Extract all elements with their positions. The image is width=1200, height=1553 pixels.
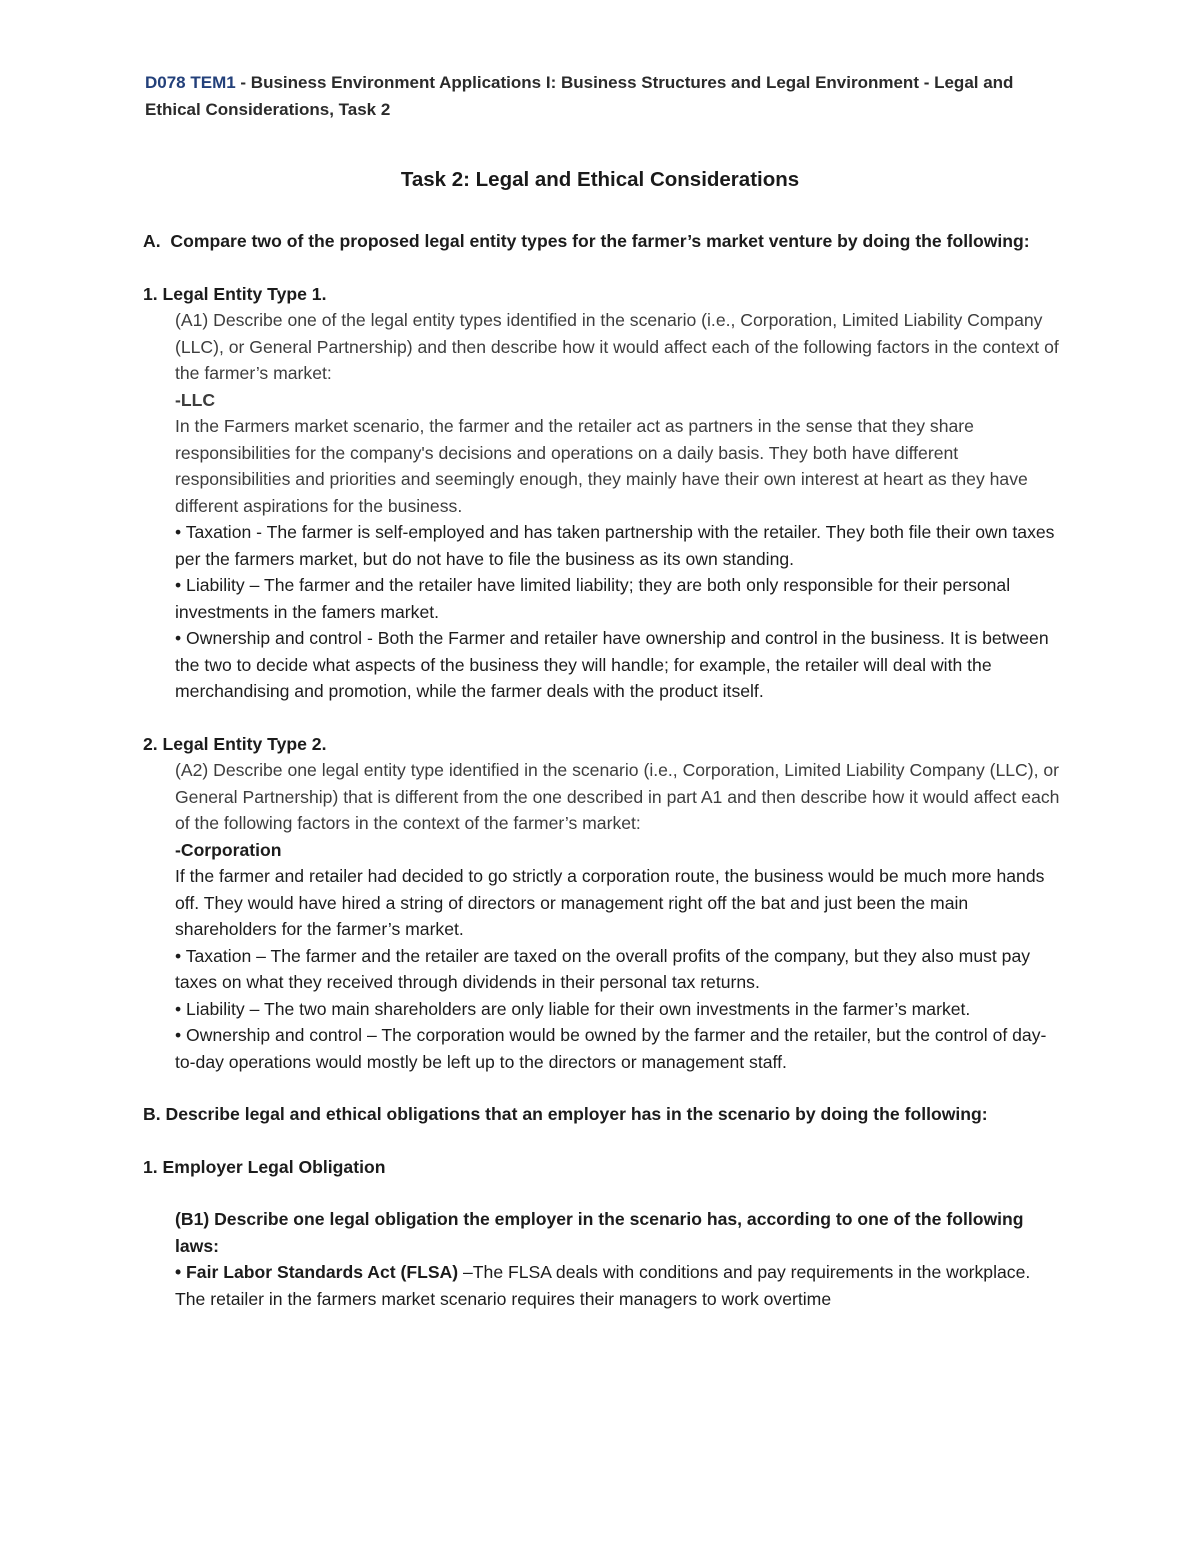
entity2-intro: If the farmer and retailer had decided to go strictly a corporation route, the business would be much more hands off. They would have hired a string of directors or management right off the bat and just been the main shareholders for the farmer’s market. bbox=[175, 866, 1045, 939]
entity2-prompt bbox=[175, 757, 1063, 837]
entity1-intro: In the Farmers market scenario, the farmer and the retailer act as partners in the sense that they share responsibilities for the company's decisions and operations on a daily basis. They both have different responsibilities and priorities and seemingly enough, they mainly have their own interest at heart as they have different aspirations for the business. bbox=[175, 416, 1028, 516]
flsa-text: –The FLSA deals with conditions and pay requirements in the workplace. The retailer in the farmers market scenario requires their managers to work overtime bbox=[175, 1262, 1031, 1309]
section-a-heading-text: Compare two of the proposed legal entity types for the farmer’s market venture by doing the following: bbox=[170, 231, 1030, 251]
entity1-taxation: • Taxation - The farmer is self-employed and has taken partnership with the retailer. They both file their own taxes per the farmers market, but do not have to file the business as its own standing. bbox=[175, 522, 1055, 569]
entity2-heading: 2. Legal Entity Type 2. bbox=[143, 733, 327, 754]
section-a-marker: A. bbox=[143, 231, 161, 251]
flsa-paragraph bbox=[175, 1259, 1063, 1312]
document-body bbox=[143, 228, 1063, 1312]
entity1-prompt bbox=[175, 307, 1063, 387]
entity2-prompt-text: Describe one legal entity type identified in the scenario (i.e., Corporation, Limited Liability Company (LLC), or General Partnership) that is different from the one described in part A1 and then describe how it would affect each of the following factors in the context of the farmer’s market: bbox=[175, 760, 1060, 833]
section-b1-subheading: 1. Employer Legal Obligation bbox=[143, 1156, 386, 1177]
entity1-heading: 1. Legal Entity Type 1. bbox=[143, 283, 327, 304]
entity1-liability: • Liability – The farmer and the retailer have limited liability; they are both only responsible for their personal investments in the famers market. bbox=[175, 575, 1011, 622]
entity2-prompt-label: (A2) bbox=[175, 760, 209, 780]
document-header bbox=[145, 69, 1055, 123]
entity2-ownership: • Ownership and control – The corporation would be owned by the farmer and the retailer, but the control of day-to-day operations would mostly be left up to the directors or management staff. bbox=[175, 1025, 1047, 1072]
entity2-body bbox=[143, 757, 1063, 1075]
entity1-body bbox=[143, 307, 1063, 705]
entity2-taxation: • Taxation – The farmer and the retailer are taxed on the overall profits of the company, but they also must pay taxes on what they received through dividends in their personal tax returns. bbox=[175, 945, 1031, 992]
course-code: D078 TEM1 bbox=[145, 73, 236, 92]
document-title: Task 2: Legal and Ethical Considerations bbox=[400, 168, 800, 191]
entity1-type: -LLC bbox=[175, 389, 216, 410]
entity2-type: -Corporation bbox=[175, 839, 282, 860]
section-a-heading bbox=[143, 228, 1063, 255]
header-text: - Business Environment Applications I: Business Structures and Legal Environment - Legal and Ethical Considerations, Task 2 bbox=[145, 73, 1014, 119]
entity1-prompt-label: (A1) bbox=[175, 310, 209, 330]
section-b-heading: B. Describe legal and ethical obligations that an employer has in the scenario by doing the following: bbox=[143, 1104, 988, 1124]
entity1-ownership: • Ownership and control - Both the Farmer and retailer have ownership and control in the business. It is between the two to decide what aspects of the business they will handle; for example, the retailer will deal with the merchandising and promotion, while the farmer deals with the product itself. bbox=[175, 628, 1049, 701]
entity1-prompt-text: Describe one of the legal entity types identified in the scenario (i.e., Corporation, Limited Liability Company (LLC), or General Partnership) and then describe how it would affect each of the following factors in the context of the farmer’s market: bbox=[175, 310, 1059, 383]
flsa-label: • Fair Labor Standards Act (FLSA) bbox=[175, 1262, 459, 1282]
entity2-liability: • Liability – The two main shareholders are only liable for their own investments in the farmer’s market. bbox=[175, 998, 971, 1019]
section-b1-body bbox=[143, 1206, 1063, 1312]
b1-prompt: (B1) Describe one legal obligation the employer in the scenario has, according to one of the following laws: bbox=[175, 1209, 1024, 1256]
